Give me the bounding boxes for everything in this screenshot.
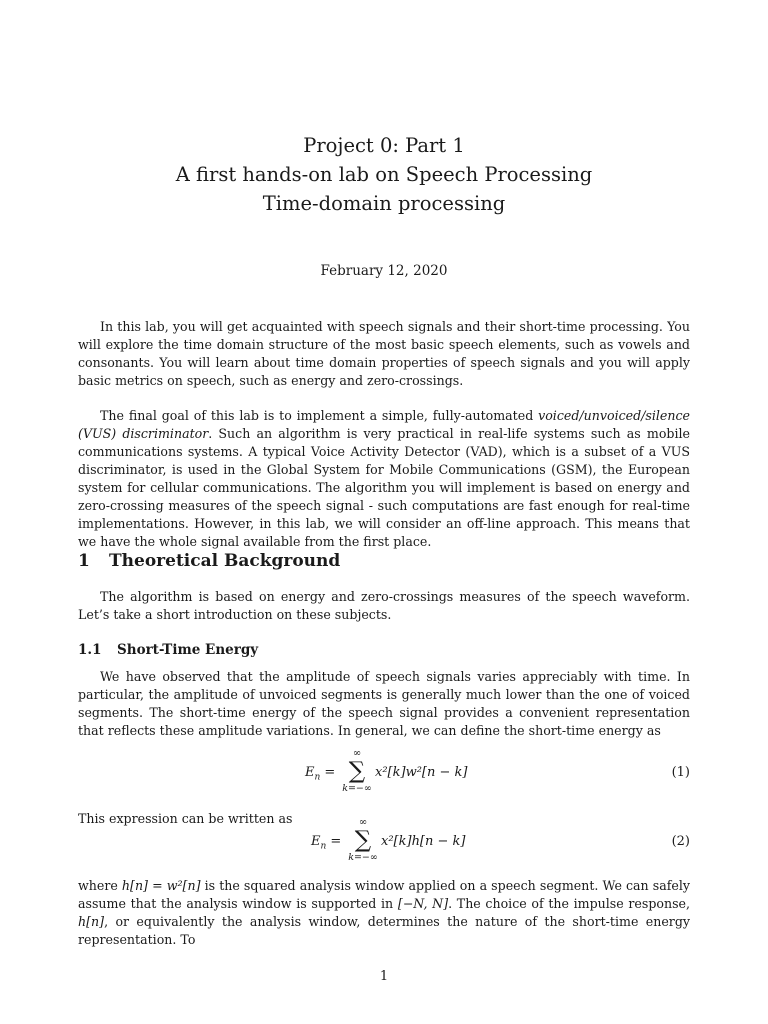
intro-paragraph-1: In this lab, you will get acquainted with speech signals and their short-time processing. You will explore the time domain structure of the most basic speech elements, such as vowels and consonants. You will learn about time domain properties of speech signals and you will apply basic metrics on speech, such as energy and zero-crossings. xyxy=(78,319,690,388)
section-1-1-title: Short-Time Energy xyxy=(117,642,259,658)
intro-paragraph-2-rest: . Such an algorithm is very practical in real-life systems such as mobile communications systems. A typical Voice Activity Detector (VAD), which is a subset of a VUS discriminator, is used in the Global System for Mobile Communications (GSM), the European system for cellular communications. The algorithm you will implement is based on energy and zero-crossing measures of the speech signal - such computations are fast enough for real-time implementations. However, in this lab, we will consider an off-line approach. This means that we have the whole signal available from the first place. xyxy=(78,426,690,549)
section-1-1-heading xyxy=(78,642,258,658)
equation-1-number: (1) xyxy=(671,765,690,780)
title-line-1: Project 0: Part 1 xyxy=(303,134,465,157)
equation-2-lhs: $E_n$ = xyxy=(311,834,342,852)
section-1-1-paragraph-2: where h[n] = w²[n] is the squared analysis window applied on a speech segment. We can safely assume that the analysis window is supported in [−N, N]. The choice of the impulse response, h[n], or equivalently the analysis window, determines the nature of the short-time energy representation. To xyxy=(78,878,690,947)
intro-paragraph-2-start: The final goal of this lab is to implement a simple, fully-automated xyxy=(100,408,539,423)
equation-2-body: x²[k]h[n − k] xyxy=(381,834,466,849)
equation-1-lhs: $E_n$ = xyxy=(305,765,336,783)
section-1-title: Theoretical Background xyxy=(109,551,341,571)
title-line-2: A first hands-on lab on Speech Processing xyxy=(175,163,593,186)
section-1-paragraph: The algorithm is based on energy and zero-crossings measures of the speech waveform. Let’s take a short introduction on these subjects. xyxy=(78,589,690,622)
equation-1 xyxy=(78,748,690,800)
inline-math-window: h[n] = w²[n] xyxy=(121,878,201,893)
section-1-heading xyxy=(78,551,340,571)
section-1-number: 1 xyxy=(78,551,90,571)
intro-paragraph-2 xyxy=(78,407,690,551)
inline-math-support: [−N, N] xyxy=(397,896,449,911)
equation-transition-text: This expression can be written as xyxy=(78,811,293,826)
equation-2-summation: ∞ ∑ k=−∞ xyxy=(348,817,378,863)
title-line-3: Time-domain processing xyxy=(262,192,506,215)
page-number: 1 xyxy=(379,969,389,984)
equation-1-body: x²[k]w²[n − k] xyxy=(375,765,468,780)
section-1-1-paragraph-1: We have observed that the amplitude of speech signals varies appreciably with time. In particular, the amplitude of unvoiced segments is generally much lower than the one of voiced segments. The short-time energy of the speech signal provides a convenient representation that reflects these amplitude variations. In general, we can define the short-time energy as xyxy=(78,669,690,738)
document-date: February 12, 2020 xyxy=(320,263,448,279)
inline-math-impulse: h[n] xyxy=(78,914,105,929)
intro-paragraph-2-emphasis: voiced/unvoiced/silence (VUS) discriminator xyxy=(78,408,690,441)
equation-2-number: (2) xyxy=(671,834,690,849)
equation-1-summation: ∞ ∑ k=−∞ xyxy=(342,748,372,794)
section-1-1-number: 1.1 xyxy=(78,642,102,658)
